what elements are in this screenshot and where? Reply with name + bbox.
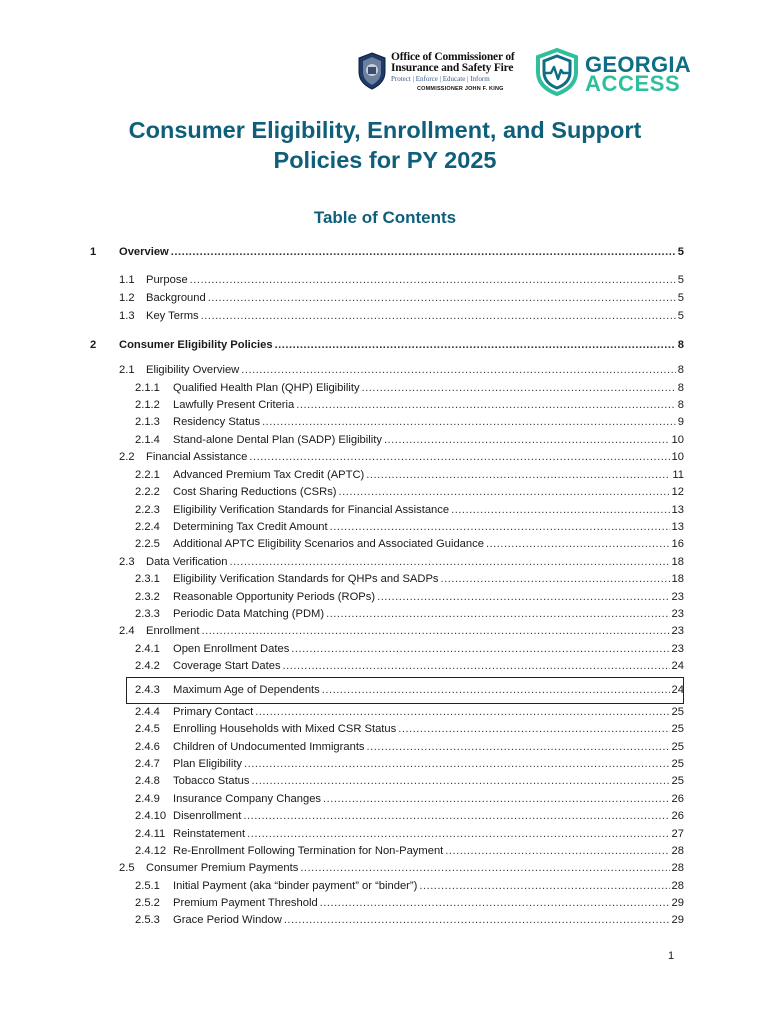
toc-entry-title[interactable]: Cost Sharing Reductions (CSRs)	[173, 486, 337, 498]
toc-entry-title[interactable]: Overview	[119, 246, 169, 258]
toc-entry-page[interactable]: 28	[671, 845, 684, 857]
toc-dot-leader	[275, 338, 676, 352]
toc-entry[interactable]	[135, 740, 684, 754]
toc-entry-number: 2.4.5	[135, 723, 160, 735]
toc-entry[interactable]	[135, 879, 684, 893]
toc-entry[interactable]	[135, 705, 684, 719]
toc-entry-page[interactable]: 8	[677, 339, 684, 351]
toc-entry-title[interactable]: Disenrollment	[173, 810, 242, 822]
toc-dot-leader	[255, 705, 669, 719]
toc-entry[interactable]	[119, 291, 684, 305]
toc-entry-page[interactable]: 8	[677, 382, 684, 394]
toc-dot-leader	[320, 896, 670, 910]
toc-entry-page[interactable]: 29	[671, 897, 684, 909]
toc-entry-page[interactable]: 18	[671, 573, 684, 585]
document-title-line-2: Policies for PY 2025	[273, 147, 497, 173]
toc-entry-number: 2.2.5	[135, 538, 160, 550]
toc-entry-title[interactable]: Qualified Health Plan (QHP) Eligibility	[173, 382, 360, 394]
toc-entry-title[interactable]: Premium Payment Threshold	[173, 897, 318, 909]
toc-entry-number: 1	[90, 246, 97, 258]
toc-dot-leader	[296, 398, 676, 412]
toc-entry-title[interactable]: Tobacco Status	[173, 775, 250, 787]
toc-entry-title[interactable]: Re-Enrollment Following Termination for Non-Payment	[173, 845, 444, 857]
toc-entry-number: 2.2.3	[135, 504, 160, 516]
toc-dot-leader	[171, 245, 676, 259]
toc-entry[interactable]	[135, 809, 684, 823]
access-wordmark: ACCESS	[585, 71, 681, 96]
toc-entry-title[interactable]: Additional APTC Eligibility Scenarios and Associated Guidance	[173, 538, 484, 550]
toc-entry[interactable]	[119, 309, 684, 323]
toc-dot-leader	[445, 844, 669, 858]
toc-entry-number: 2.4.2	[135, 660, 160, 672]
toc-entry[interactable]	[135, 468, 684, 482]
toc-entry-title[interactable]: Data Verification	[146, 556, 228, 568]
toc-entry-page[interactable]: 26	[671, 793, 684, 805]
toc-entry[interactable]	[135, 398, 684, 412]
toc-dot-leader	[229, 555, 669, 569]
toc-dot-leader	[398, 722, 669, 736]
toc-entry[interactable]	[135, 607, 684, 621]
toc-dot-leader	[419, 879, 669, 893]
toc-entry-page[interactable]: 24	[671, 684, 684, 696]
toc-entry-title[interactable]: Reinstatement	[173, 828, 246, 840]
toc-entry-number: 2.4.1	[135, 643, 160, 655]
toc-entry-title[interactable]: Reasonable Opportunity Periods (ROPs)	[173, 591, 376, 603]
toc-entry[interactable]	[135, 844, 684, 858]
toc-entry-page[interactable]: 8	[677, 364, 684, 376]
toc-entry-number: 2.2.1	[135, 469, 160, 481]
toc-dot-leader	[451, 503, 669, 517]
toc-entry-page[interactable]: 25	[671, 758, 684, 770]
toc-entry-title[interactable]: Determining Tax Credit Amount	[173, 521, 328, 533]
toc-entry-title[interactable]: Background	[146, 292, 206, 304]
toc-dot-leader	[339, 485, 670, 499]
toc-dot-leader	[284, 913, 670, 927]
toc-entry-number: 2.1	[119, 364, 135, 376]
toc-dot-leader	[486, 537, 670, 551]
toc-entry-number: 2.2.2	[135, 486, 160, 498]
toc-entry-page[interactable]: 28	[671, 862, 684, 874]
toc-dot-leader	[330, 520, 670, 534]
toc-dot-leader	[262, 415, 676, 429]
toc-dot-leader	[283, 659, 670, 673]
toc-entry[interactable]	[135, 503, 684, 517]
toc-entry-page[interactable]: 13	[671, 504, 684, 516]
toc-entry[interactable]	[119, 555, 684, 569]
toc-dot-leader	[300, 861, 669, 875]
toc-entry-number: 2.1.4	[135, 434, 160, 446]
georgia-wordmark: GEORGIA	[585, 52, 691, 77]
toc-entry-number: 1.2	[119, 292, 135, 304]
toc-entry-number: 2	[90, 339, 97, 351]
toc-dot-leader	[190, 273, 676, 287]
toc-entry-page[interactable]: 10	[671, 451, 684, 463]
toc-dot-leader	[326, 607, 669, 621]
toc-entry-number: 2.4.9	[135, 793, 160, 805]
toc-dot-leader	[201, 624, 669, 638]
toc-dot-leader	[377, 590, 669, 604]
toc-entry-number: 2.4.12	[135, 845, 167, 857]
toc-entry-title[interactable]: Eligibility Verification Standards for QHPs and SADPs	[173, 573, 439, 585]
toc-entry-page[interactable]: 27	[671, 828, 684, 840]
toc-entry[interactable]	[135, 913, 684, 927]
toc-dot-leader	[201, 309, 676, 323]
toc-heading: Table of Contents	[313, 208, 457, 227]
toc-entry-title[interactable]: Consumer Premium Payments	[146, 862, 299, 874]
toc-entry-number: 2.4.7	[135, 758, 160, 770]
toc-entry-title[interactable]: Residency Status	[173, 416, 261, 428]
toc-entry-title[interactable]: Eligibility Overview	[146, 364, 240, 376]
toc-entry-page[interactable]: 8	[677, 399, 684, 411]
toc-dot-leader	[323, 792, 670, 806]
toc-entry-title[interactable]: Stand-alone Dental Plan (SADP) Eligibility	[173, 434, 382, 446]
toc-entry-page[interactable]: 25	[671, 775, 684, 787]
oci-name-line-2: Insurance and Safety Fire	[391, 62, 514, 74]
toc-entry-number: 2.4.10	[135, 810, 167, 822]
toc-entry-page[interactable]: 11	[672, 469, 684, 481]
toc-entry-title[interactable]: Coverage Start Dates	[173, 660, 281, 672]
toc-entry-number: 2.1.1	[135, 382, 160, 394]
toc-entry-title[interactable]: Financial Assistance	[146, 451, 248, 463]
toc-entry-page[interactable]: 25	[671, 741, 684, 753]
toc-entry-page[interactable]: 5	[677, 310, 684, 322]
toc-entry-title[interactable]: Key Terms	[146, 310, 199, 322]
toc-entry-number: 2.2	[119, 451, 135, 463]
toc-entry-number: 2.3.3	[135, 608, 160, 620]
toc-entry-page[interactable]: 18	[671, 556, 684, 568]
toc-dot-leader	[241, 363, 676, 377]
toc-entry-title[interactable]: Purpose	[146, 274, 188, 286]
toc-dot-leader	[208, 291, 676, 305]
toc-entry-page[interactable]: 10	[671, 434, 684, 446]
toc-entry-title[interactable]: Periodic Data Matching (PDM)	[173, 608, 325, 620]
toc-entry[interactable]	[90, 245, 684, 259]
oci-name-line-1: Office of Commissioner of	[391, 51, 515, 63]
toc-entry-title[interactable]: Plan Eligibility	[173, 758, 243, 770]
toc-dot-leader	[441, 572, 670, 586]
toc-entry-page[interactable]: 28	[671, 880, 684, 892]
toc-entry-title[interactable]: Grace Period Window	[173, 914, 282, 926]
document-title-line-1: Consumer Eligibility, Enrollment, and Support	[128, 117, 642, 143]
toc-dot-leader	[362, 381, 676, 395]
toc-entry[interactable]	[135, 722, 684, 736]
toc-entry[interactable]	[135, 537, 684, 551]
toc-entry-number: 2.4.11	[135, 828, 166, 840]
highlight-box	[126, 677, 684, 704]
toc-entry[interactable]	[135, 381, 684, 395]
toc-entry[interactable]	[135, 590, 684, 604]
toc-entry-number: 1.1	[119, 274, 135, 286]
toc-entry-page[interactable]: 23	[671, 643, 684, 655]
toc-entry[interactable]	[119, 273, 684, 287]
toc-entry-page[interactable]: 24	[671, 660, 684, 672]
oci-motto: Protect | Enforce | Educate | Inform	[391, 75, 490, 83]
toc-entry[interactable]	[135, 659, 684, 673]
toc-dot-leader	[366, 468, 670, 482]
toc-dot-leader	[367, 740, 670, 754]
toc-entry-number: 2.3.2	[135, 591, 160, 603]
toc-entry-title[interactable]: Initial Payment (aka “binder payment” or “binder”)	[173, 880, 418, 892]
toc-entry-number: 2.5.1	[135, 880, 160, 892]
toc-entry-title[interactable]: Maximum Age of Dependents	[173, 684, 320, 696]
toc-entry-title[interactable]: Enrollment	[146, 625, 200, 637]
toc-entry-page[interactable]: 13	[671, 521, 684, 533]
toc-entry-number: 2.1.3	[135, 416, 160, 428]
toc-entry-title[interactable]: Primary Contact	[173, 706, 254, 718]
toc-entry[interactable]	[119, 363, 684, 377]
toc-dot-leader	[252, 774, 670, 788]
toc-entry-title[interactable]: Insurance Company Changes	[173, 793, 322, 805]
page-number: 1	[668, 950, 675, 962]
toc-entry-page[interactable]: 23	[671, 625, 684, 637]
toc-entry[interactable]	[135, 827, 684, 841]
toc-entry-number: 2.1.2	[135, 399, 160, 411]
toc-entry-page[interactable]: 5	[677, 246, 684, 258]
toc-entry-number: 2.3.1	[135, 573, 160, 585]
toc-entry-number: 2.3	[119, 556, 135, 568]
toc-entry[interactable]	[119, 624, 684, 638]
toc-entry[interactable]	[119, 450, 684, 464]
toc-entry-number: 2.4.8	[135, 775, 160, 787]
toc-entry-title[interactable]: Lawfully Present Criteria	[173, 399, 295, 411]
toc-entry[interactable]	[135, 485, 684, 499]
toc-entry-number: 2.4.4	[135, 706, 160, 718]
toc-dot-leader	[291, 642, 669, 656]
toc-dot-leader	[249, 450, 669, 464]
toc-dot-leader	[243, 809, 669, 823]
toc-entry-page[interactable]: 16	[671, 538, 684, 550]
toc-entry-number: 2.4	[119, 625, 135, 637]
toc-entry[interactable]	[135, 896, 684, 910]
toc-entry-title[interactable]: Children of Undocumented Immigrants	[173, 741, 365, 753]
oci-commissioner: COMMISSIONER JOHN F. KING	[417, 86, 504, 92]
toc-dot-leader	[247, 827, 669, 841]
toc-entry-number: 2.5.3	[135, 914, 160, 926]
toc-entry-title[interactable]: Advanced Premium Tax Credit (APTC)	[173, 469, 365, 481]
toc-dot-leader	[244, 757, 670, 771]
toc-entry[interactable]	[135, 774, 684, 788]
toc-entry-number: 2.4.3	[135, 684, 160, 696]
toc-entry-number: 2.4.6	[135, 741, 160, 753]
toc-entry[interactable]	[119, 861, 684, 875]
toc-entry-number: 2.2.4	[135, 521, 160, 533]
toc-entry-page[interactable]: 5	[677, 274, 684, 286]
toc-entry[interactable]	[135, 415, 684, 429]
toc-entry-page[interactable]: 26	[671, 810, 684, 822]
toc-entry-number: 2.5.2	[135, 897, 160, 909]
toc-entry-title[interactable]: Enrolling Households with Mixed CSR Status	[173, 723, 397, 735]
toc-entry-page[interactable]: 29	[671, 914, 684, 926]
toc-entry-title[interactable]: Open Enrollment Dates	[173, 643, 290, 655]
toc-entry-number: 1.3	[119, 310, 135, 322]
toc-entry-page[interactable]: 9	[677, 416, 684, 428]
toc-entry-title[interactable]: Consumer Eligibility Policies	[119, 339, 273, 351]
toc-entry[interactable]	[135, 572, 684, 586]
toc-entry-page[interactable]: 12	[671, 486, 684, 498]
toc-entry[interactable]	[135, 433, 684, 447]
toc-entry[interactable]	[90, 338, 684, 352]
toc-entry[interactable]	[135, 520, 684, 534]
toc-dot-leader	[384, 433, 670, 447]
toc-entry-title[interactable]: Eligibility Verification Standards for Financial Assistance	[173, 504, 450, 516]
toc-entry[interactable]	[135, 642, 684, 656]
toc-entry-number: 2.5	[119, 862, 135, 874]
toc-entry-page[interactable]: 25	[671, 706, 684, 718]
toc-entry-page[interactable]: 23	[671, 591, 684, 603]
toc-entry[interactable]	[135, 757, 684, 771]
toc-entry-page[interactable]: 23	[671, 608, 684, 620]
toc-entry-page[interactable]: 5	[677, 292, 684, 304]
toc-entry-page[interactable]: 25	[671, 723, 684, 735]
toc-entry[interactable]	[135, 792, 684, 806]
